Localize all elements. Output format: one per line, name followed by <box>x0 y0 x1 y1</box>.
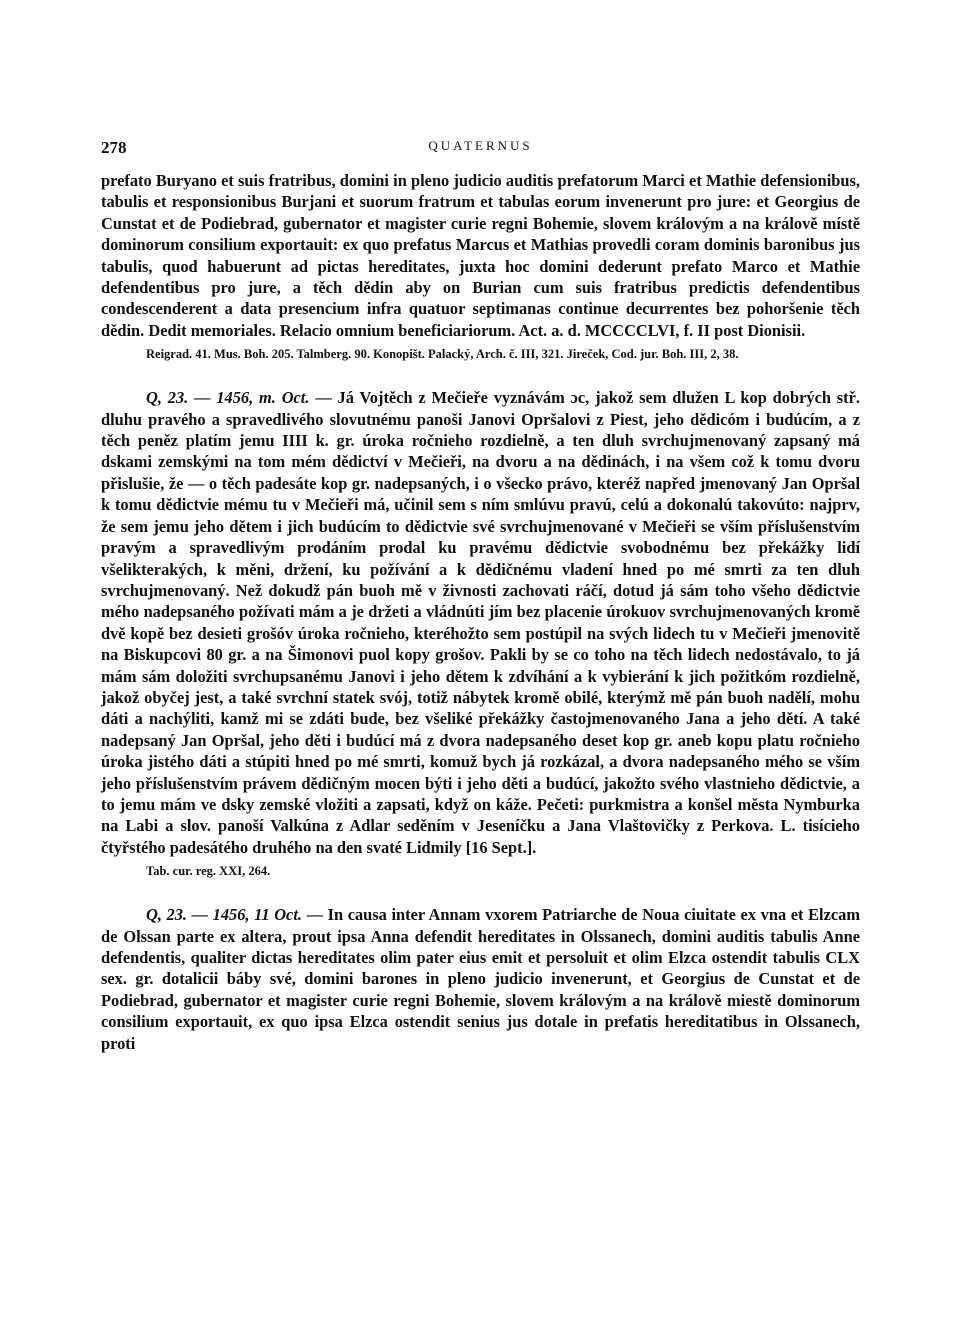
entry-2-text <box>101 387 860 858</box>
entry-3-body: — In causa inter Annam vxorem Patriarche de Noua ciuitate ex vna et Elzcam de Olssan parte ex altera, prout ipsa Anna defendit hereditates in Olssanech, domini auditis tabulis Anne defendentis, qualiter dictas hereditates olim pater eius emit et persoluit et olim Elzca ostendit tabulis CLX sex. gr. dotalicii báby své, domini barones in pleno judicio invenerunt, et Georgius de Cunstat et de Podiebrad, gubernator et magister curie regni Bohemie, slovem královým a na králově miestě dominorum consilium exportauit, ex quo ipsa Elzca ostendit senius jus dotale in prefatis hereditatibus in Olssanech, proti <box>101 905 860 1053</box>
entry-2-body: — Já Vojtěch z Mečieře vyznávám ɔc, jakož sem dlužen L kop dobrých stř. dluhu pravého a spravedlivého slovutnému panoši Janovi Opršalovi z Piest, jeho dědicóm i budúcím, a z těch peněz platím jemu IIII k. gr. úroka ročnieho rozdielně, a ten dluh svrchujmenovaný zapsaný má dskami zemskými na tom mém dědictví v Mečieři, na dvoru a na dědinách, i na všem což k tomu dvoru přislušie, že — o těch padesáte kop gr. nadepsaných, i o všecko právo, kteréž napřed jmenovaný Jan Opršal k tomu dědictvie mému tu v Mečieři má, učinil sem s ním smlúvu pravú, celú a dokonalú takovúto: najprv, že sem jemu jeho dětem i jich budúcím to dědictvie své svrchujmenované v Mečieři se vším příslušenstvím pravým a spravedlivým prodáním prodal ku pravému dědictvie svobodnému bez překážky lidí všelikterakých, k měni, držení, ku požívání a k dědičnému vladení hned po mé smrti za ten dluh svrchujmenovaný. Než dokudž pán buoh mě v živnosti zachovati ráčí, dotud já sám toho všeho dědictvie mého nadepsaného požívati mám a je držeti a vládnúti jím bez placenie úrokuov svrchujmenovaných kromě dvě kopě bez desieti grošóv úroka ročnieho, kteréhožto sem postúpil na svých lidech tu v Mečieři jmenovitě na Biskupcovi 80 gr. a na Šimonovi puol kopy grošov. Pakli by se co toho na těch lidech nedostávalo, to já mám sám doložiti svrchupsanému Janovi i jeho dětem k zdvíhání a k vybierání k jich požitkóm rozdielně, jakož obyčej jest, a také svrchní statek svój, totiž nábytek kromě obilé, kterýmž mě pán buoh nadělí, mohu dáti a nachýliti, kamž mi se zdáti bude, bez všeliké překážky častojmenovaného Jana a jeho dětí. A také nadepsaný Jan Opršal, jeho děti i budúcí má z dvora nadepsaného deset kop gr. aneb kopu platu ročnieho úroka jistého dáti a stúpiti hned po mé smrti, komuž bych já rozkázal, a dvora nadepsaného mého se vším jeho příslušenstvím právem dědičným mocen býti i jeho děti a budúcí, jakožto svého vlastnieho dědictvie, a to jemu mám ve dsky zemské vložiti a zapsati, když on káže. Pečeti: purkmistra a konšel města Nymburka na Labi a slov. panoší Valkúna z Adlar seděním v Jeseníčku a Jana Vlaštovičky z Perkova. L. tisícieho čtyřstého padesátého druhého na den svaté Lidmily [16 Sept.]. <box>101 388 861 857</box>
entry-3-label: Q, 23. — 1456, 11 Oct. <box>146 905 302 925</box>
entry-3-text <box>101 904 860 1054</box>
entry-1-references: Reigrad. 41. Mus. Boh. 205. Talmberg. 90. Konopišt. Palacký, Arch. č. III, 321. Jireček, Cod. jur. Boh. III, 2, 38. <box>146 347 739 362</box>
document-page <box>101 138 860 1054</box>
running-title: QUATERNUS <box>428 138 533 153</box>
page-header <box>101 138 860 170</box>
entry-2-label: Q, 23. — 1456, m. Oct. <box>146 388 310 408</box>
entry-2-references: Tab. cur. reg. XXI, 264. <box>146 864 271 879</box>
page-number: 278 <box>101 138 127 157</box>
entry-1-text: prefato Buryano et suis fratribus, domini in pleno judicio auditis prefatorum Marci et Mathie defensionibus, tabulis et responsionibus Burjani et suorum fratrum et tabulas eorum invenerunt pro jure: et Georgius de Cunstat et de Podiebrad, gubernator et magister curie regni Bohemie, slovem královým a na králově místě dominorum consilium exportauit: ex quo prefatus Marcus et Mathias provedli coram dominis baronibus jus tabulis, quod habuerunt ad pictas hereditates, juxta hoc domini dederunt prefato Marco et Mathie defendentibus pro jure, a těch dědin aby on Burian cum suis fratribus predictis defendentibus condescenderent a data presencium infra quatuor septimanas continue decurrentes bez pohoršenie těch dědin. Dedit memoriales. Relacio omnium beneficiariorum. Act. a. d. MCCCCLVI, f. II post Dionisii. <box>101 171 860 340</box>
